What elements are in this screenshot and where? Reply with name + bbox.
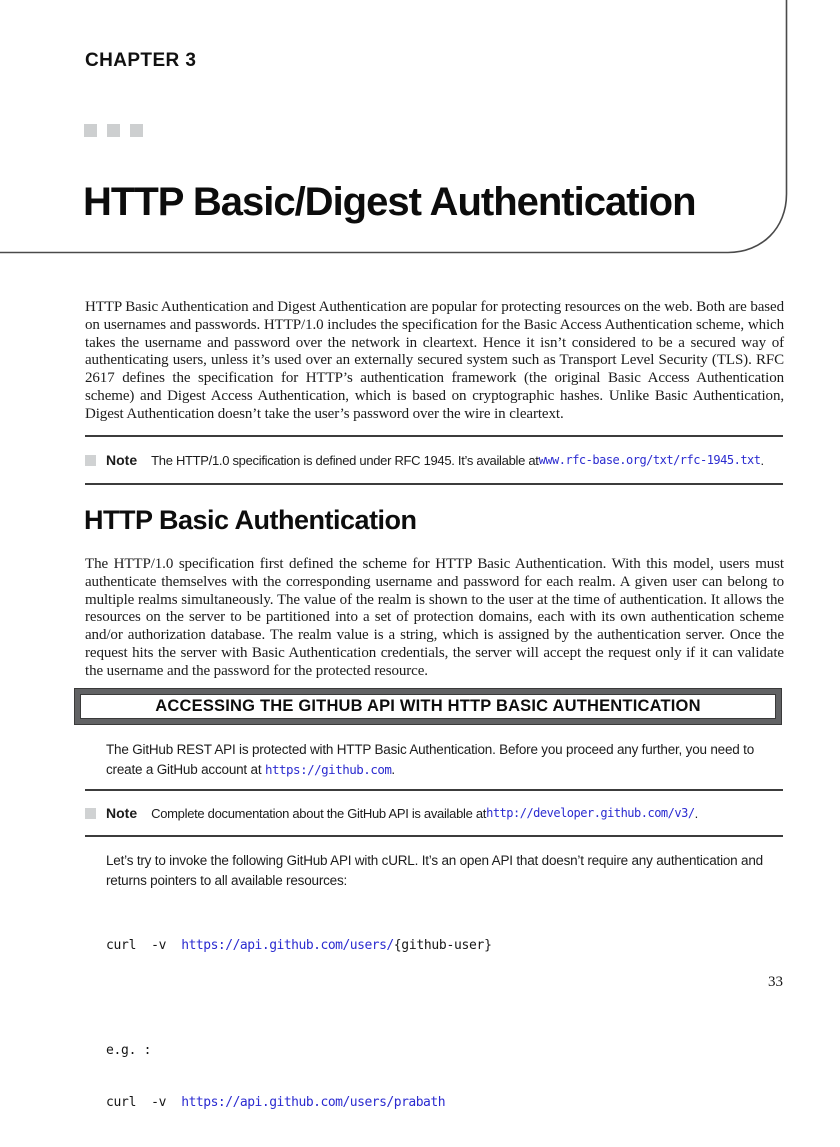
sidebar-text-suffix: . — [391, 761, 395, 777]
note-square-icon — [85, 455, 96, 466]
sidebar-text: The GitHub REST API is protected with HTTP Basic Authentication. Before you proceed any further, you need to create a GitHub account at — [106, 742, 755, 777]
sidebar-heading-box — [75, 689, 781, 724]
note-square-icon — [85, 808, 96, 819]
chapter-title: HTTP Basic/Digest Authentication — [83, 180, 696, 224]
code-line — [106, 1042, 766, 1060]
github-link[interactable]: https://github.com — [264, 761, 392, 777]
section-heading: HTTP Basic Authentication — [84, 505, 417, 535]
chapter-label: CHAPTER 3 — [85, 50, 197, 71]
curl-command: curl -v — [106, 1095, 182, 1110]
code-line — [106, 1094, 766, 1112]
note-label: Note — [106, 452, 138, 468]
note-text-suffix: . — [760, 452, 764, 468]
sidebar-heading: ACCESSING THE GITHUB API WITH HTTP BASIC AUTHENTICATION — [155, 697, 701, 715]
code-line — [106, 937, 766, 955]
code-block — [106, 902, 766, 1147]
note-callout — [85, 789, 783, 837]
section-paragraph: The HTTP/1.0 specification first defined the scheme for HTTP Basic Authentication. With this model, users must authenticate themselves with the corresponding username and password for each realm. A given user can belong to multiple realms simultaneously. The value of the realm is shown to the user at the time of authentication. It allows the resources on the server to be partitioned into a set of protection domains, each with its own authentication scheme and/or authorization database. The realm value is a string, which is assigned by the authentication server. Once the request hits the server with Basic Authentication credentials, the server will accept the request only if it can validate the username and the password for the protected resource. — [85, 556, 784, 679]
code-blank-line — [106, 990, 766, 1007]
intro-paragraph: HTTP Basic Authentication and Digest Authentication are popular for protecting resources on the web. Both are based on usernames and passwords. HTTP/1.0 includes the specification for the Basic Access Authentication scheme, which takes the username and password over the network in cleartext. Hence it isn’t considered to be a secured way of authenticating users, unless it’s used over an externally secured system such as Transport Level Security (TLS). RFC 2617 defines the specification for HTTP’s authentication framework (the original Basic Access Authentication scheme) and Digest Access Authentication, which is based on cryptographic hashes. Unlike Basic Authentication, Digest Authentication doesn’t take the user’s password over the wire in cleartext. — [85, 299, 784, 422]
curl-command: curl -v — [106, 938, 182, 953]
sidebar-paragraph: Let’s try to invoke the following GitHub API with cURL. It’s an open API that doesn’t require any authentication and returns pointers to all available resources: — [106, 853, 763, 888]
rfc-1945-link[interactable]: www.rfc-base.org/txt/rfc-1945.txt — [538, 453, 761, 467]
chapter-opener-curve — [0, 0, 840, 260]
note-callout — [85, 435, 783, 485]
note-text: The HTTP/1.0 specification is defined under RFC 1945. It’s available at — [151, 452, 539, 468]
api-users-template-link[interactable]: https://api.github.com/users/ — [181, 938, 394, 953]
api-users-prabath-link[interactable]: https://api.github.com/users/prabath — [181, 1095, 446, 1110]
page-number: 33 — [768, 974, 783, 990]
github-api-docs-link[interactable]: http://developer.github.com/v3/ — [486, 806, 695, 820]
curl-arg: {github-user} — [393, 938, 492, 953]
note-text-suffix: . — [694, 805, 698, 821]
note-label: Note — [106, 805, 138, 821]
note-text: Complete documentation about the GitHub API is available at — [151, 805, 487, 821]
eg-label: e.g. : — [106, 1042, 152, 1058]
sidebar-paragraph — [106, 740, 770, 779]
